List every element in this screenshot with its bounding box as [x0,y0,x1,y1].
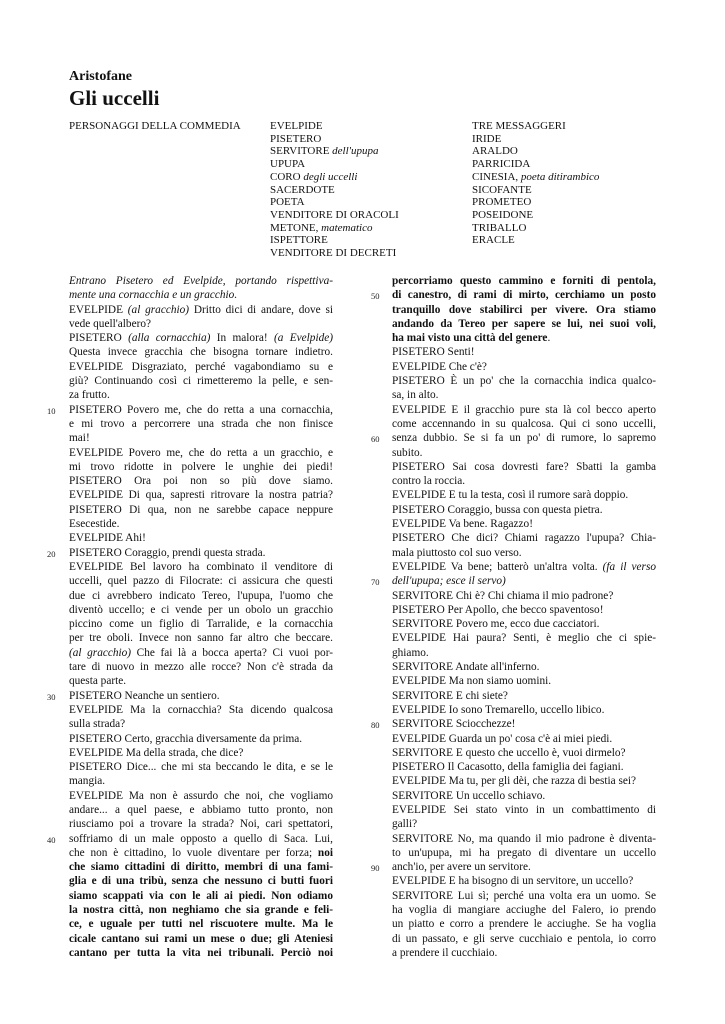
text-line: EVELPIDE Ma tu, per gli dèi, che razza di bestia sei? [392,775,637,788]
text-line: mangia. [69,775,106,788]
text-line: che non è cittadino, lo vuole diventare per forza; noi [69,846,333,859]
line-number: 30 [47,691,56,702]
cast-item: PROMETEO [472,196,532,209]
cast-list-2 [472,120,599,247]
text-line: EVELPIDE (al gracchio) Dritto dici di andare, dove si [69,303,334,316]
text-line: soffriamo di un male opposto a quello di Saca. Lui, [69,832,333,845]
text-line: PISETERO Coraggio, bussa con questa pietra. [392,503,603,516]
text-line: questa parte. [69,675,127,688]
text-line: andare... a quel paese, e abbiamo tutto pronto, non [69,803,333,816]
cast-item: VENDITORE DI ORACOLI [270,208,399,221]
text-line: SERVITORE Lui sì; perché una volta era un uomo. Se [392,889,656,902]
text-line: SERVITORE Povero me, ecco due cacciatori. [392,618,600,631]
cast-list-1 [270,120,399,260]
cast-item: PARRICIDA [472,158,531,171]
text-line: contro la roccia. [392,475,466,488]
line-number: 80 [371,720,380,731]
text-column-left [69,274,333,960]
text-line: piccino come un figlio di Tarralide, e la cornacchia [69,618,333,631]
cast-item: CORO degli uccelli [270,170,358,183]
text-line: cicale cantano sui rami un mese o due; gli Ateniesi [69,932,333,945]
text-line: sulla strada? [69,718,126,731]
text-line: EVELPIDE Che c'è? [392,360,487,373]
text-line: PISETERO Di qua, non ne sarebbe capace neppure [69,503,333,516]
text-line: PISETERO Certo, gracchia diversamente da prima. [69,732,303,745]
text-line: un piatto e corro a prendere le acciughe. Se ha voglia [392,918,656,931]
text-line: SERVITORE Sciocchezze! [392,718,516,731]
text-line: cantano per tutta la vita nei tribunali. Perciò noi [69,946,333,959]
cast-item: SICOFANTE [472,183,532,196]
cast-item: ERACLE [472,234,515,247]
text-line: PISETERO Coraggio, prendi questa strada. [69,546,266,559]
text-line: subito. [392,446,423,459]
line-number: 60 [371,434,380,445]
cast-item: PISETERO [270,132,322,145]
text-line: EVELPIDE Ma della strada, che dice? [69,746,244,759]
text-line: za frutto. [69,389,110,402]
text-line: mai! [69,432,90,445]
text-line: dell'upupa; esce il servo) [392,575,506,588]
text-line: SERVITORE E chi siete? [392,689,508,702]
text-line: EVELPIDE Bel lavoro ha combinato il venditore di [69,560,333,573]
text-line: SERVITORE Chi è? Chi chiama il mio padrone? [392,589,614,602]
text-line: EVELPIDE E ha bisogno di un servitore, un uccello? [392,875,634,888]
text-line: (al gracchio) Che fai là a bocca aperta? Ci vuoi por- [69,646,333,659]
text-line: ha mai visto una città del genere. [392,332,551,345]
text-column-right [392,274,656,960]
text-line: PISETERO È un po' che la cornacchia indica qualco- [392,375,656,388]
cast-item: UPUPA [270,158,306,171]
text-line: EVELPIDE Di qua, sapresti ritrovare la nostra patria? [69,489,333,502]
cast-item: METONE, matematico [270,221,373,234]
text-line: PISETERO Che dici? Chiami ragazzo l'upupa? Chia- [392,532,656,545]
line-number: 50 [371,291,380,302]
cast-item: IRIDE [472,132,502,145]
text-line: due ci avrebbero indicato Tereo, l'upupa, l'uomo che [69,589,333,602]
line-number: 40 [47,834,56,845]
text-line: per tre oboli. Invece non sanno far altro che beccare. [69,632,333,645]
cast-item: POETA [270,196,305,209]
text-line: che siamo cittadini di diritto, membri di una fami- [69,861,333,874]
text-line: di un passato, e gli serve cucchiaio e pentola, io corro [392,932,656,945]
text-line: giù? Continuando così ci rimetteremo la pelle, e sen- [69,375,333,388]
text-line: to un'upupa, mi ha pregato di diventare un uccello [392,846,656,859]
cast-item: POSEIDONE [472,208,534,221]
text-line: mi trovo ridotte in polvere le unghie dei piedi! [69,460,333,473]
text-line: come accennando in su qualcosa. Qui ci sono uccelli, [392,417,656,430]
text-line: ghiamo. [392,646,429,659]
text-line: ce, e uguale per tutti nel riscuotere multe. Ma le [69,918,333,931]
cast-item: ARALDO [472,145,518,158]
text-line: PISETERO Il Cacasotto, della famiglia dei fagiani. [392,761,624,774]
text-line: anch'io, per avere un servitore. [392,861,531,874]
text-line: PISETERO (alla cornacchia) In malora! (a Evelpide) [69,332,334,345]
text-line: uccelli, quel pazzo di Filocrate: ci assicura che questi [69,575,333,588]
text-line: Esecestide. [69,518,120,531]
text-line: PISETERO Ora poi non so più dove siamo. [69,475,333,488]
author: Aristofane [69,69,132,84]
text-line: senza dubbio. Se si fa un po' di rumore, lo sapremo [392,432,656,445]
text-line: SERVITORE E questo che uccello è, vuoi dirmelo? [392,746,626,759]
text-line: sa, in alto. [392,389,439,402]
text-line: Questa invece gracchia che bisogna tornare indietro. [69,346,333,359]
text-line: tare di nuovo in mezzo alle rocce? Non c'è strada da [69,661,333,674]
text-line: SERVITORE Andate all'inferno. [392,661,540,674]
cast-item: TRIBALLO [472,221,527,234]
cast-heading: PERSONAGGI DELLA COMMEDIA [69,120,241,132]
text-line: SERVITORE No, ma quando il mio padrone è diventa- [392,832,656,845]
text-line: mente una cornacchia e un gracchio. [69,289,238,302]
text-line: EVELPIDE Ma la cornacchia? Sta dicendo qualcosa [69,703,333,716]
text-line: riusciamo poi a trovare la strada? Noi, cari spettatori, [69,818,333,831]
text-line: PISETERO Senti! [392,346,475,359]
text-line: PISETERO Per Apollo, che becco spaventoso! [392,603,604,616]
text-line: glia e di una tribù, senza che nessuno ci butti fuori [69,875,333,888]
cast-item: CINESIA, poeta ditirambico [472,170,600,183]
cast-item: VENDITORE DI DECRETI [270,247,397,260]
text-line: andando da Tereo per sapere se lui, nei suoi voli, [392,317,656,330]
text-line: EVELPIDE E tu la testa, così il rumore sarà doppio. [392,489,629,502]
text-line: vede quell'albero? [69,317,152,330]
text-line: EVELPIDE Va bene; batterò un'altra volta. (fa il verso [392,560,656,573]
text-line: EVELPIDE E il gracchio pure sta là col becco aperto [392,403,656,416]
text-line: SERVITORE Un uccello schiavo. [392,789,546,802]
text-line: EVELPIDE Disgraziato, perché vagabondiamo su e [69,360,333,373]
text-line: ha voglia di mangiare acciughe del Falero, io prendo [392,904,656,917]
cast-item: ISPETTORE [270,234,328,247]
text-line: percorriamo questo cammino e forniti di pentola, [392,275,656,287]
cast-item: TRE MESSAGGERI [472,120,566,132]
cast-item: SERVITORE dell'upupa [270,145,379,158]
text-line: PISETERO Dice... che mi sta beccando le dita, e se le [69,761,333,774]
page-title: Gli uccelli [69,86,160,110]
text-line: PISETERO Povero me, che do retta a una cornacchia, [69,403,333,416]
text-line: EVELPIDE Ma non è assurdo che noi, che vogliamo [69,789,333,802]
text-line: galli? [392,818,418,831]
text-line: PISETERO Neanche un sentiero. [69,689,220,702]
text-line: diventò uccello; e ci vende per un obolo un gracchio [69,603,333,616]
line-number: 90 [371,863,380,874]
cast-item: SACERDOTE [270,183,335,196]
text-line: la nostra città, non neghiamo che sia grande e feli- [69,904,333,917]
text-line: mala piuttosto col suo verso. [392,546,522,559]
text-line: EVELPIDE Hai paura? Senti, è meglio che ci spie- [392,632,656,645]
text-line: a prendere il cucchiaio. [392,946,498,959]
text-line: EVELPIDE Ma non siamo uomini. [392,675,552,688]
line-number: 10 [47,405,56,416]
cast-item: EVELPIDE [270,120,323,132]
text-line: EVELPIDE Io sono Tremarello, uccello libico. [392,703,605,716]
text-line: EVELPIDE Sei stato vinto in un combattimento di [392,803,656,816]
text-line: EVELPIDE Ahi! [69,532,146,545]
line-number: 70 [371,577,380,588]
line-number: 20 [47,548,56,559]
text-line: di canestro, di rami di mirto, cerchiamo un posto [392,289,656,302]
text-line: EVELPIDE Va bene. Ragazzo! [392,518,533,531]
text-line: tranquillo dove stabilirci per vivere. Ora stiamo [392,303,656,316]
text-line: e mi trovo a percorrere una strada che non finisce [69,417,333,430]
text-line: PISETERO Sai cosa dovresti fare? Sbatti la gamba [392,460,656,473]
text-line: siamo scappati via con le ali ai piedi. Non odiamo [69,889,333,902]
text-line: Entrano Pisetero ed Evelpide, portando rispettiva- [69,275,333,287]
text-line: EVELPIDE Guarda un po' cosa c'è ai miei piedi. [392,732,613,745]
text-line: EVELPIDE Povero me, che do retta a un gracchio, e [69,446,333,459]
